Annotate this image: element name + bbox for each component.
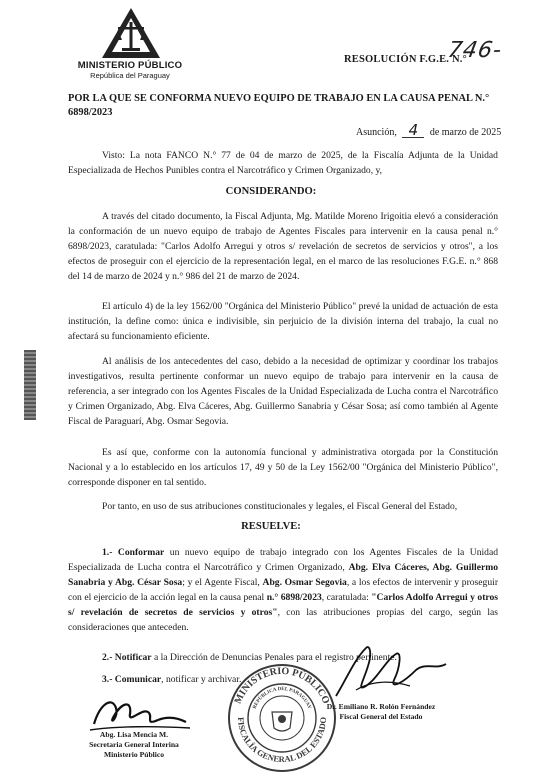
visto-paragraph [68, 148, 498, 178]
signature-block-right [306, 702, 456, 722]
resuelve-item: 3.- Comunicar, notificar y archivar. [102, 674, 242, 685]
seal-text-bottom: FISCALÍA GENERAL DEL ESTADO [235, 716, 329, 765]
considerando-heading: CONSIDERANDO: [225, 186, 317, 197]
considerando-paragraph: Al análisis de los antecedentes del caso, debido a la necesidad de optimizar y coordinar los trabajos investigativos, resulta pertinente conformar un nuevo equipo de trabajo para intervenir en la causa de referencia, a ser integrado con los Agentes Fiscales de la Unidad Especializada de Lucha contra el Narcotráfico y Crimen Organizado, Abg. Elva Cáceres, Abg. Guillermo Sanabria y César Sosa; así como también al Agente Fiscal de Paraguarí, Abg. Osmar Segovia. [68, 356, 498, 427]
date-prefix: Asunción, [356, 127, 397, 138]
signer-role: Fiscal General del Estado [339, 712, 423, 721]
considerando-paragraph: A través del citado documento, la Fiscal Adjunta, Mg. Matilde Moreno Irigoitia elevó a consideración la conformación de un nuevo equipo de trabajo de Agentes Fiscales para intervenir en la causa penal n.° 6898/2023, caratulada: "Carlos Adolfo Arregui y otros s/ revelación de secretos de servicios y otros", a los efectos de proseguir con el ejercicio de la representación legal, en el marco de las resoluciones F.G.E. n.° 868 del 14 de marzo de 2024 y n.° 986 del 21 de marzo de 2024. [68, 211, 498, 282]
resuelve-heading: RESUELVE: [241, 521, 301, 532]
date-day-handwritten: 4 [402, 124, 424, 138]
considerando-paragraph: El artículo 4) de la ley 1562/00 "Orgánica del Ministerio Público" prevé la unidad de actuación de esta institución, la define como: única e indivisible, sin perjuicio de la división interna del trabajo, la cual no afectará su funcionamiento eficiente. [68, 301, 498, 342]
resolution-number-handwritten: 746- [445, 38, 505, 63]
signer-name: Abg. Lisa Mencia M. [99, 730, 169, 739]
resuelve-verb: Notificar [114, 652, 152, 663]
document-title: POR LA QUE SE CONFORMA NUEVO EQUIPO DE TRABAJO EN LA CAUSA PENAL N.° 6898/2023 [68, 93, 490, 118]
org-subtitle: República del Paraguay [90, 71, 170, 80]
resuelve-item: 2.- Notificar a la Dirección de Denuncias Penales para el registro pertinente. [102, 652, 397, 663]
signature-block-left [84, 730, 184, 760]
signature-right [326, 640, 456, 702]
ministerio-publico-logo [100, 6, 162, 60]
considerando-paragraph: Por tanto, en uso de sus atribuciones constitucionales y legales, el Fiscal General del Estado, [102, 501, 458, 512]
resuelve-verb: Conformar [117, 547, 165, 558]
visto-label: Visto: [102, 150, 125, 161]
seal-text-top: MINISTERIO PÚBLICO [232, 665, 332, 706]
signer-role: Secretaria General Interina [89, 740, 179, 749]
signature-left [86, 686, 196, 734]
date-line [356, 121, 502, 139]
scan-artifact [24, 350, 36, 420]
signer-org: Ministerio Público [103, 750, 165, 759]
resuelve-verb: Comunicar [114, 674, 162, 685]
date-suffix: de marzo de 2025 [429, 127, 502, 138]
signer-name: Dr. Emiliano R. Rolón Fernández [326, 702, 436, 711]
resuelve-item: 1.- Conformar un nuevo equipo de trabajo integrado con los Agentes Fiscales de la Unidad Especializada de Lucha contra el Narcotráfico y Crimen Organizado, Abg. Elva Cáceres, Abg. Guillermo Sanabria y Abg. César Sosa; y el Agente Fiscal, Abg. Osmar Segovia, a los efectos de intervenir y proseguir con el ejercicio de la acción legal en la causa penal n.° 6898/2023, caratulada: "Carlos Adolfo Arregui y otros s/ revelación de secretos de servicios y otros", con las atribuciones propias del cargo, según las consideraciones que anteceden. [68, 547, 499, 633]
resolution-label: RESOLUCIÓN F.G.E. N.° [344, 54, 467, 65]
considerando-paragraph: Es así que, conforme con la autonomía funcional y administrativa otorgada por la Constitución Nacional y a lo establecido en los artículos 17, 49 y 50 de la Ley 1562/00 "Orgánica del Ministerio Público", corresponde disponer en tal sentido. [68, 447, 498, 488]
visto-text: La nota FANCO N.° 77 de 04 de marzo de 2025, de la Fiscalía Adjunta de la Unidad Especializada de Hechos Punibles contra el Narcotráfico y Crimen Organizado, y, [68, 150, 498, 176]
org-name: MINISTERIO PÚBLICO [77, 60, 183, 71]
seal-text-inner: REPÚBLICA DEL PARAGUAY [252, 686, 312, 710]
